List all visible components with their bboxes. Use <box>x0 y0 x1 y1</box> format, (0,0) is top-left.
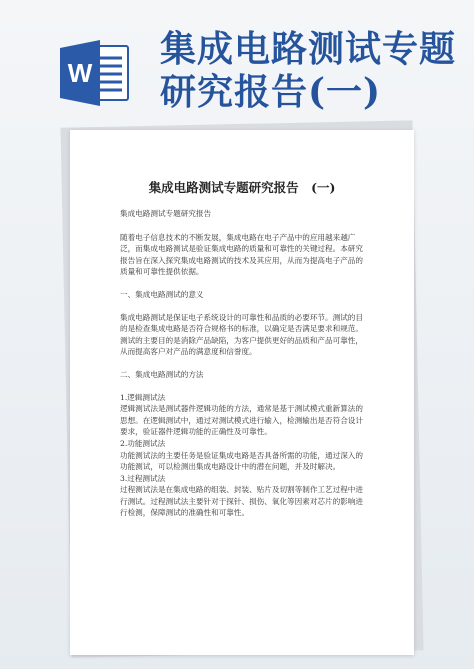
method2-paragraph: 功能测试法的主要任务是验证集成电路是否具备所需的功能，通过深入的功能测试，可以检测出集成电路设计中的潜在问题，并及时解决。 <box>120 450 363 472</box>
method2-title: 2.功能测试法 <box>120 438 166 448</box>
section1-paragraph: 集成电路测试是保证电子系统设计的可靠性和品质的必要环节。测试的目的是检查集成电路是否符合规格书的标准，以确定是否满足要求和规范。测试的主要目的是消除产品缺陷，为客户提供更好的品质和产品可靠性，从而提高客户对产品的满意度和信誉度。 <box>120 312 363 357</box>
word-document-icon <box>60 40 130 106</box>
banner-title: 集成电路测试专题研究报告(一) <box>160 28 457 113</box>
document-heading: 集成电路测试专题研究报告 <box>120 209 212 218</box>
method1-paragraph: 逻辑测试法是测试器件逻辑功能的方法，通常是基于测试模式重新算法的思想。在逻辑测试中，通过对测试模式进行输入，检测输出是否符合设计要求，验证器件逻辑功能的正确性及可靠性。 <box>120 404 363 437</box>
document-body <box>120 208 370 519</box>
method3-paragraph: 过程测试法是在集成电路的组装、封装、贴片及切割等制作工艺过程中进行测试。过程测试法主要针对于探针、损伤、氧化等因素对芯片的影响进行检测，保障测试的准确性和可靠性。 <box>120 485 363 518</box>
method1-title: 1.逻辑测试法 <box>120 392 166 402</box>
section2-title: 二、集成电路测试的方法 <box>120 369 204 379</box>
document-title: 集成电路测试专题研究报告 (一) <box>148 180 336 195</box>
method3-title: 3.过程测试法 <box>120 473 166 483</box>
word-logo-letter: W <box>67 58 93 88</box>
document-page <box>70 130 414 655</box>
section1-title: 一、集成电路测试的意义 <box>120 289 204 299</box>
intro-paragraph: 随着电子信息技术的不断发展，集成电路在电子产品中的应用越来越广泛，而集成电路测试是验证集成电路的质量和可靠性的关键过程。本研究报告旨在深入探究集成电路测试的技术及其应用，从而为提高电子产品的质量和可靠性提供依据。 <box>120 232 363 277</box>
